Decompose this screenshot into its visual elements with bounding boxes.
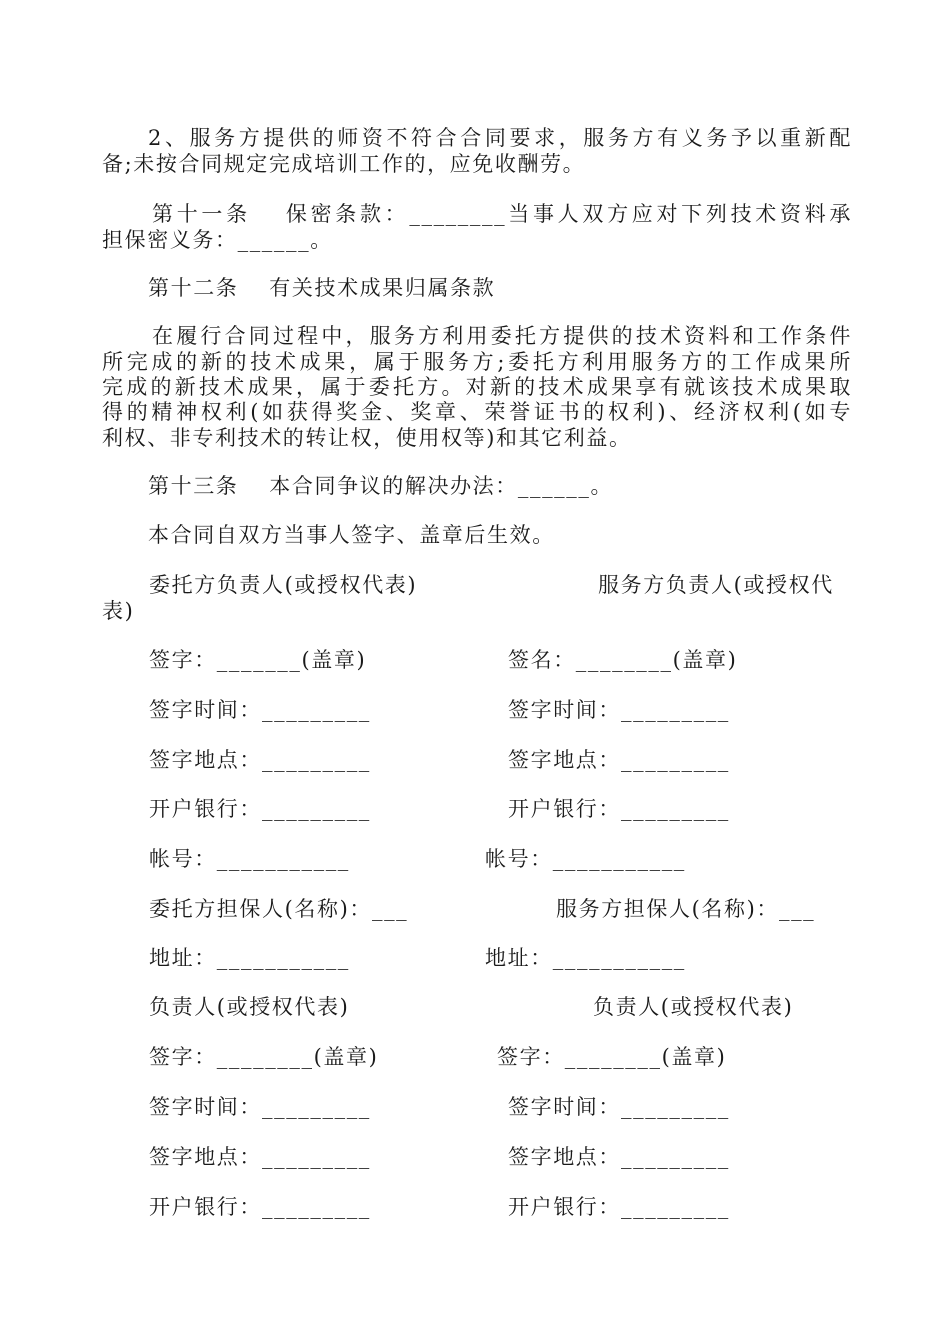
clause-12-body-line-1: 在履行合同过程中，服务方利用委托方提供的技术资料和工作条件 — [152, 324, 852, 348]
clause-10-item-2-line-1: 2、服务方提供的师资不符合合同要求，服务方有义务予以重新配 — [148, 126, 852, 150]
client-signature-field: 签字：_______(盖章) — [149, 648, 367, 672]
client-guarantor-signature-field: 签字：________(盖章) — [149, 1045, 379, 1069]
client-guarantor-place-field: 签字地点：_________ — [149, 1145, 371, 1169]
client-guarantor-representative-label: 负责人(或授权代表) — [149, 995, 350, 1019]
client-account-field: 帐号：___________ — [149, 847, 350, 871]
clause-11-line-1: 第十一条 保密条款：________当事人双方应对下列技术资料承 — [152, 202, 852, 226]
clause-13: 第十三条 本合同争议的解决办法：______。 — [148, 474, 614, 498]
provider-guarantor-address-field: 地址：___________ — [485, 946, 686, 970]
provider-guarantor-representative-label: 负责人(或授权代表) — [593, 995, 794, 1019]
provider-guarantor-bank-field: 开户银行：_________ — [508, 1195, 730, 1219]
provider-guarantor-place-field: 签字地点：_________ — [508, 1145, 730, 1169]
client-bank-field: 开户银行：_________ — [149, 797, 371, 821]
client-guarantor-bank-field: 开户银行：_________ — [149, 1195, 371, 1219]
clause-10-item-2-line-2: 备;未按合同规定完成培训工作的，应免收酬劳。 — [102, 152, 586, 176]
client-representative-label: 委托方负责人(或授权代表) — [149, 573, 418, 597]
provider-signature-field: 签名：________(盖章) — [508, 648, 738, 672]
provider-guarantor-time-field: 签字时间：_________ — [508, 1095, 730, 1119]
client-sign-place-field: 签字地点：_________ — [149, 748, 371, 772]
clause-12-body-line-5: 利权、非专利技术的转让权，使用权等)和其它利益。 — [102, 426, 632, 450]
clause-12-body-line-2: 所完成的新的技术成果，属于服务方;委托方利用服务方的工作成果所 — [102, 350, 852, 374]
effective-clause: 本合同自双方当事人签字、盖章后生效。 — [148, 523, 555, 547]
provider-guarantor-field: 服务方担保人(名称)：___ — [556, 897, 816, 921]
clause-12-body-line-4: 得的精神权利(如获得奖金、奖章、荣誉证书的权利)、经济权利(如专 — [102, 400, 852, 424]
provider-guarantor-signature-field: 签字：________(盖章) — [497, 1045, 727, 1069]
clause-12-heading: 第十二条 有关技术成果归属条款 — [148, 276, 496, 300]
provider-account-field: 帐号：___________ — [485, 847, 686, 871]
clause-11-line-2: 担保密义务：______。 — [102, 228, 333, 252]
provider-bank-field: 开户银行：_________ — [508, 797, 730, 821]
provider-sign-place-field: 签字地点：_________ — [508, 748, 730, 772]
provider-representative-label: 服务方负责人(或授权代 — [598, 573, 834, 597]
client-guarantor-field: 委托方担保人(名称)：___ — [149, 897, 409, 921]
provider-representative-label-wrap: 表) — [102, 599, 135, 623]
provider-sign-time-field: 签字时间：_________ — [508, 698, 730, 722]
client-guarantor-time-field: 签字时间：_________ — [149, 1095, 371, 1119]
client-guarantor-address-field: 地址：___________ — [149, 946, 350, 970]
client-sign-time-field: 签字时间：_________ — [149, 698, 371, 722]
clause-12-body-line-3: 完成的新技术成果，属于委托方。对新的技术成果享有就该技术成果取 — [102, 375, 852, 399]
